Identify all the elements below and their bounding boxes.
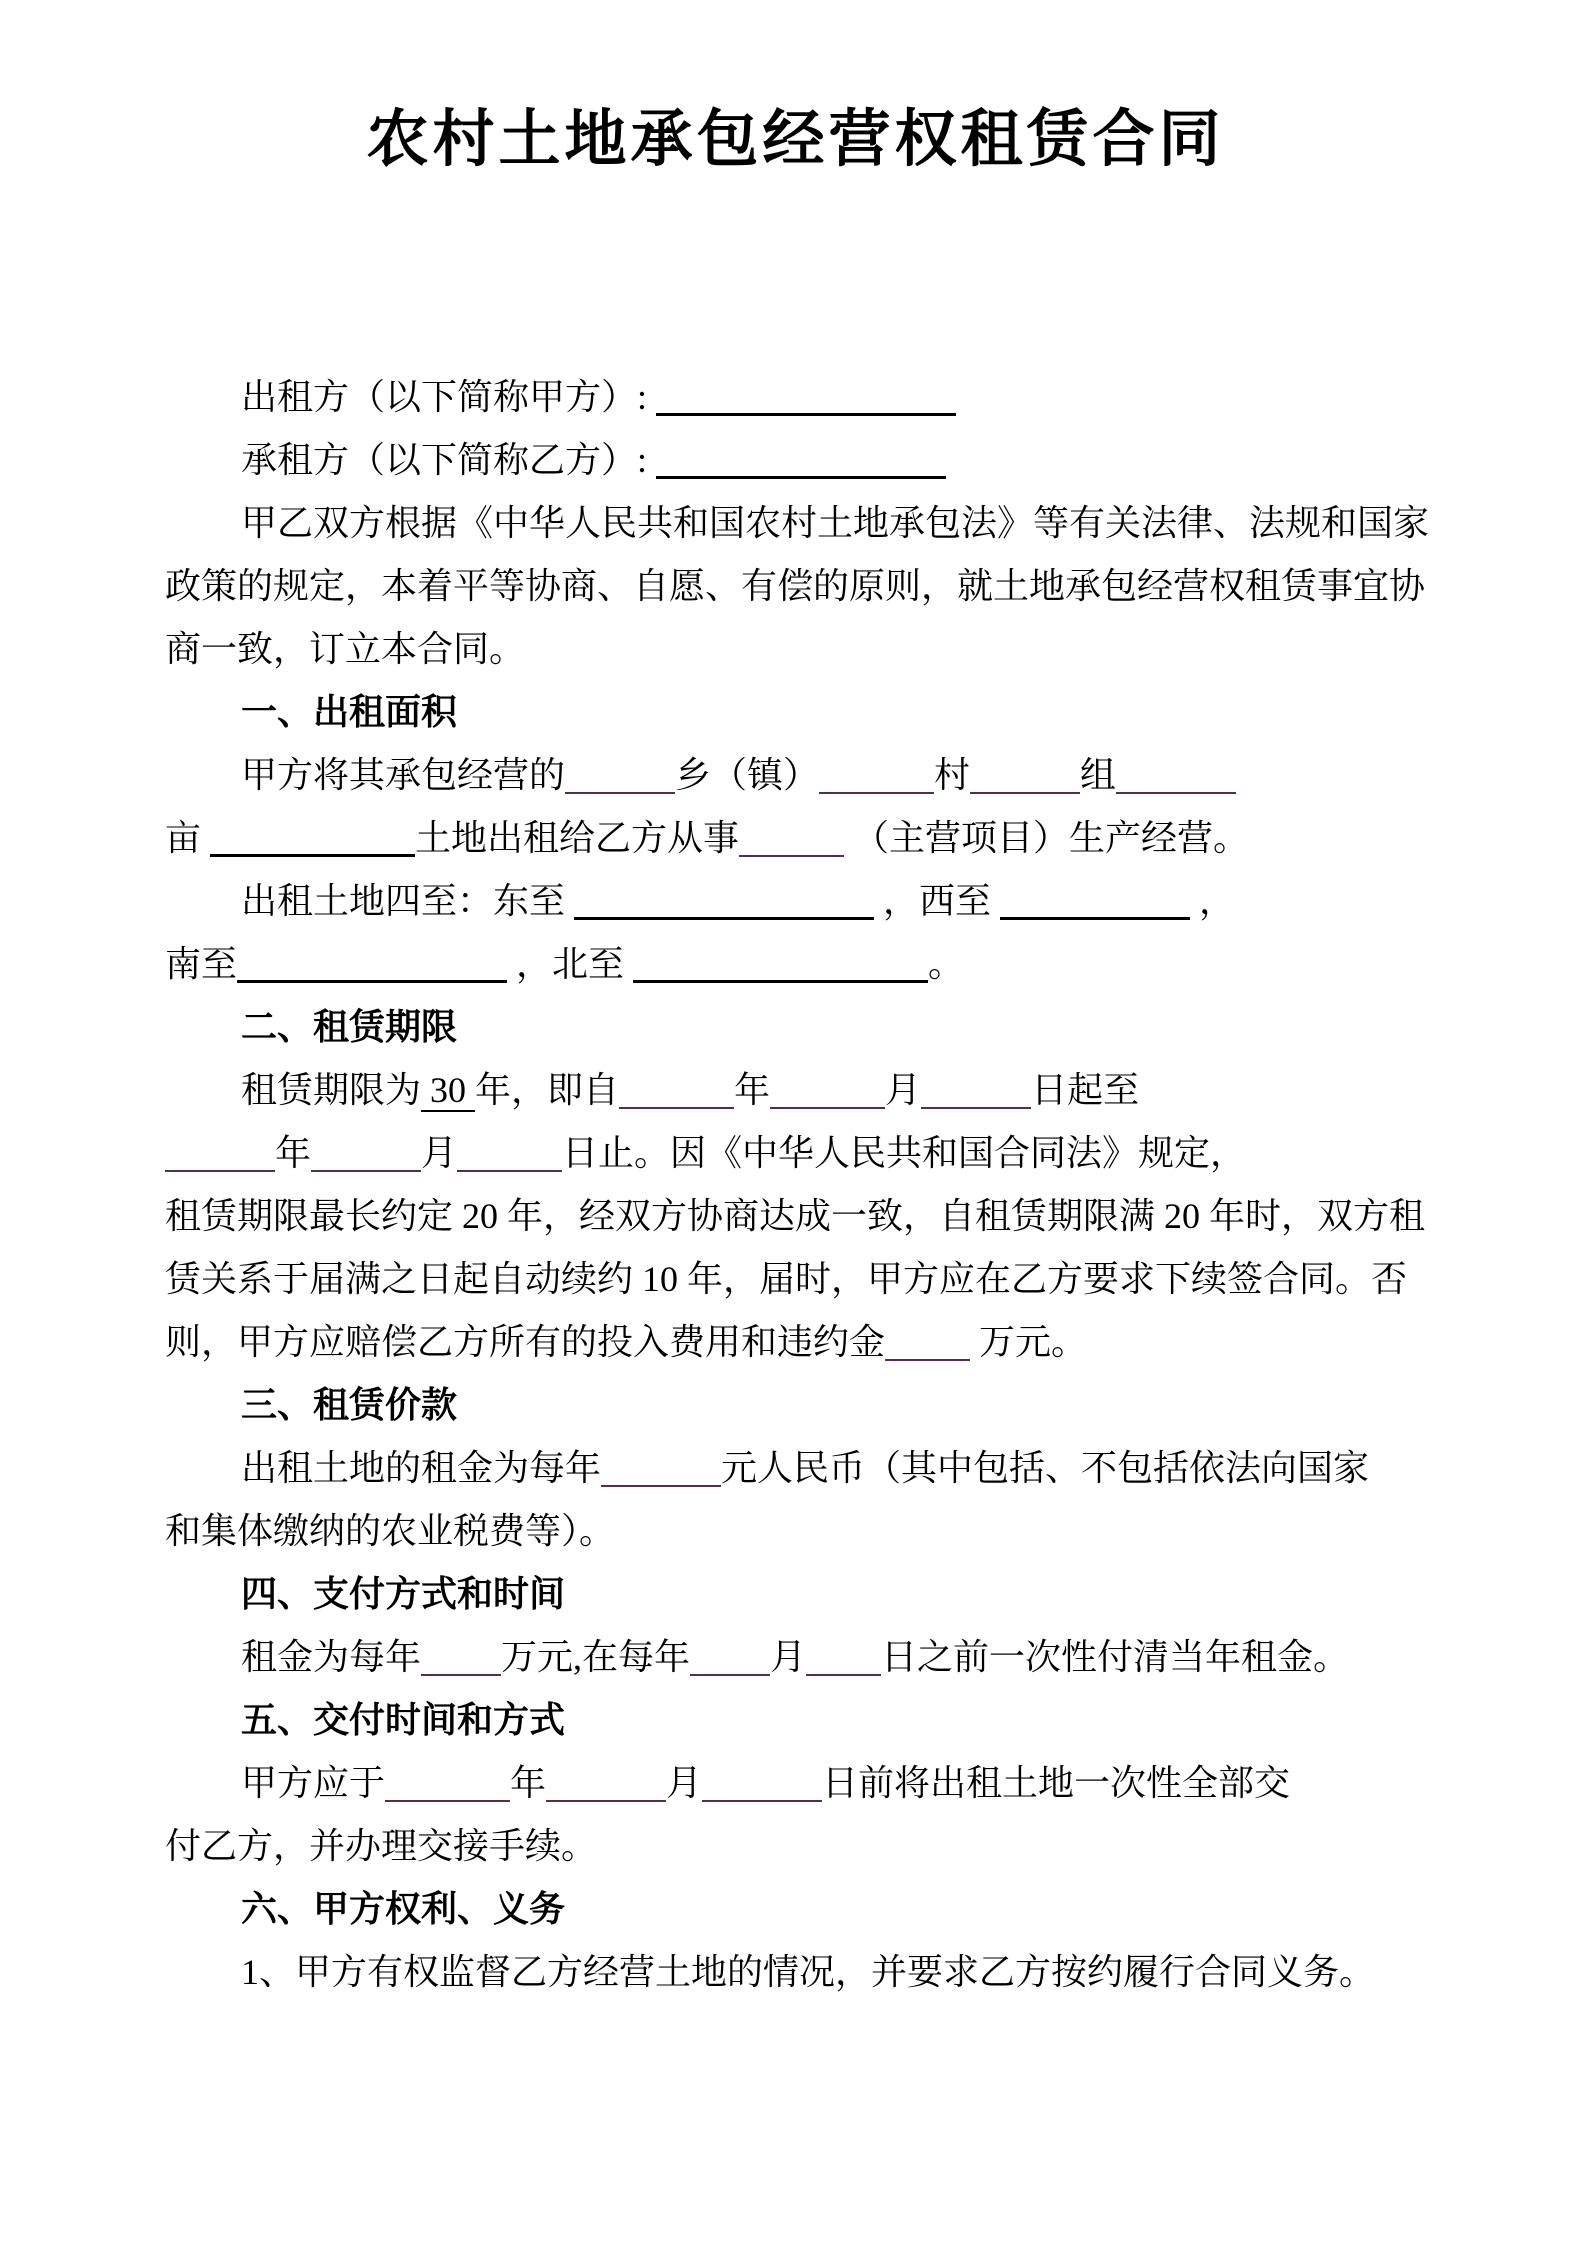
fill-in-blank[interactable]: [885, 1347, 970, 1361]
contract-line: [165, 366, 1426, 429]
contract-text: ，西至: [874, 881, 1001, 922]
contract-line: [165, 933, 1426, 996]
contract-line: [165, 1437, 1426, 1500]
contract-text: 南至: [165, 944, 238, 985]
contract-text: 三、租赁价款: [241, 1385, 458, 1426]
section-heading-3: [165, 1374, 1426, 1437]
contract-text: 商一致，订立本合同。: [165, 629, 526, 670]
contract-text: 付乙方，并办理交接手续。: [165, 1826, 598, 1867]
contract-text: 元人民币（其中包括、不包括依法向国家: [721, 1448, 1370, 1489]
fill-in-blank[interactable]: [165, 1158, 275, 1172]
section-heading-4: [165, 1563, 1426, 1626]
contract-text: 承租方（以下简称乙方）:: [241, 440, 657, 481]
contract-text: （主营项目）生产经营。: [844, 818, 1250, 859]
fill-in-blank[interactable]: [806, 1662, 881, 1676]
contract-text: 年: [275, 1133, 312, 1174]
section-heading-5: [165, 1689, 1426, 1752]
contract-line: [165, 1626, 1426, 1689]
contract-line: [165, 1752, 1426, 1815]
underlined-value: 30: [421, 1070, 476, 1111]
contract-text: 六、甲方权利、义务: [241, 1889, 566, 1930]
fill-in-blank[interactable]: [237, 968, 507, 983]
contract-text: 日之前一次性付清当年租金。: [881, 1637, 1350, 1678]
contract-text: 村: [934, 755, 971, 796]
contract-text: 土地出租给乙方从事: [415, 818, 740, 859]
contract-text: 万元,在每年: [501, 1637, 691, 1678]
contract-text: 出租土地的租金为每年: [241, 1448, 602, 1489]
contract-text: 四、支付方式和时间: [241, 1574, 566, 1615]
contract-text: 甲乙双方根据《中华人民共和国农村土地承包法》等有关法律、法规和国家: [241, 503, 1430, 544]
fill-in-blank[interactable]: [457, 1158, 562, 1172]
contract-text: 1、甲方有权监督乙方经营土地的情况，并要求乙方按约履行合同义务。: [241, 1952, 1376, 1993]
contract-text: 组: [1080, 755, 1117, 796]
fill-in-blank[interactable]: [633, 968, 928, 983]
contract-text: 乡（镇）: [675, 755, 820, 796]
fill-in-blank[interactable]: [619, 1095, 734, 1109]
contract-line: [165, 1311, 1426, 1374]
fill-in-blank[interactable]: [385, 1788, 510, 1802]
contract-line: [165, 744, 1426, 807]
fill-in-blank[interactable]: [421, 1662, 501, 1676]
contract-text: 二、租赁期限: [241, 1007, 458, 1048]
contract-text: 月: [666, 1763, 703, 1804]
section-heading-6: [165, 1878, 1426, 1941]
contract-line: [165, 492, 1430, 555]
contract-text: 一、出租面积: [241, 692, 458, 733]
contract-text: ，: [1190, 881, 1236, 922]
contract-line: [165, 618, 1426, 681]
contract-text: 月: [421, 1133, 458, 1174]
contract-text: 年: [510, 1763, 547, 1804]
contract-text: 租赁期限为: [241, 1070, 422, 1111]
contract-line: [165, 1815, 1426, 1878]
contract-text: 日起至: [1031, 1070, 1140, 1111]
contract-line: [165, 429, 1426, 492]
contract-line: [165, 1122, 1426, 1185]
contract-body: [165, 366, 1430, 2004]
contract-text: 五、交付时间和方式: [241, 1700, 566, 1741]
contract-text: 租金为每年: [241, 1637, 422, 1678]
contract-line: [165, 870, 1426, 933]
contract-line: [165, 1059, 1426, 1122]
fill-in-blank[interactable]: [546, 1788, 666, 1802]
contract-text: 月: [770, 1637, 807, 1678]
contract-line: [165, 1941, 1426, 2004]
contract-text: 日止。因《中华人民共和国合同法》规定，: [562, 1133, 1247, 1174]
contract-text: 年，即自: [475, 1070, 620, 1111]
contract-line: [165, 807, 1426, 870]
contract-title: 农村土地承包经营权租赁合同: [366, 106, 1225, 174]
fill-in-blank[interactable]: [702, 1788, 822, 1802]
contract-text: 甲方将其承包经营的: [241, 755, 566, 796]
contract-text: 亩: [165, 818, 211, 859]
contract-text: ，北至: [507, 944, 634, 985]
contract-line: [165, 1500, 1426, 1563]
contract-text: 甲方应于: [241, 1763, 386, 1804]
fill-in-blank[interactable]: [574, 905, 874, 920]
contract-text: 月: [885, 1070, 922, 1111]
fill-in-blank[interactable]: [690, 1662, 770, 1676]
contract-text: 出租方（以下简称甲方）:: [241, 377, 657, 418]
contract-text: 年: [734, 1070, 771, 1111]
fill-in-blank[interactable]: [311, 1158, 421, 1172]
contract-line: [165, 1248, 1426, 1311]
contract-line: [165, 1185, 1426, 1248]
fill-in-blank[interactable]: [1116, 780, 1236, 794]
contract-text: 赁关系于届满之日起自动续约 10 年，届时，甲方应在乙方要求下续签合同。否: [165, 1259, 1408, 1300]
contract-text: 租赁期限最长约定 20 年，经双方协商达成一致，自租赁期限满 20 年时，双方租: [165, 1196, 1426, 1237]
contract-text: 。: [928, 944, 965, 985]
fill-in-blank[interactable]: [601, 1473, 721, 1487]
fill-in-blank[interactable]: [656, 401, 956, 416]
section-heading-1: [165, 681, 1426, 744]
fill-in-blank[interactable]: [819, 780, 934, 794]
contract-text: 日前将出租土地一次性全部交: [822, 1763, 1291, 1804]
fill-in-blank[interactable]: [770, 1095, 885, 1109]
fill-in-blank[interactable]: [656, 464, 946, 479]
fill-in-blank[interactable]: [565, 780, 675, 794]
contract-text: 和集体缴纳的农业税费等）。: [165, 1511, 616, 1552]
contract-text: 则，甲方应赔偿乙方所有的投入费用和违约金: [165, 1322, 886, 1363]
fill-in-blank[interactable]: [210, 842, 415, 857]
section-heading-2: [165, 996, 1426, 1059]
contract-text: 万元。: [970, 1322, 1088, 1363]
fill-in-blank[interactable]: [921, 1095, 1031, 1109]
contract-text: 政策的规定，本着平等协商、自愿、有偿的原则，就土地承包经营权租赁事宜协: [165, 566, 1426, 607]
contract-line: [165, 555, 1426, 618]
fill-in-blank[interactable]: [1000, 905, 1190, 920]
contract-text: 出租土地四至：东至: [241, 881, 575, 922]
fill-in-blank[interactable]: [970, 780, 1080, 794]
fill-in-blank[interactable]: [739, 843, 844, 857]
